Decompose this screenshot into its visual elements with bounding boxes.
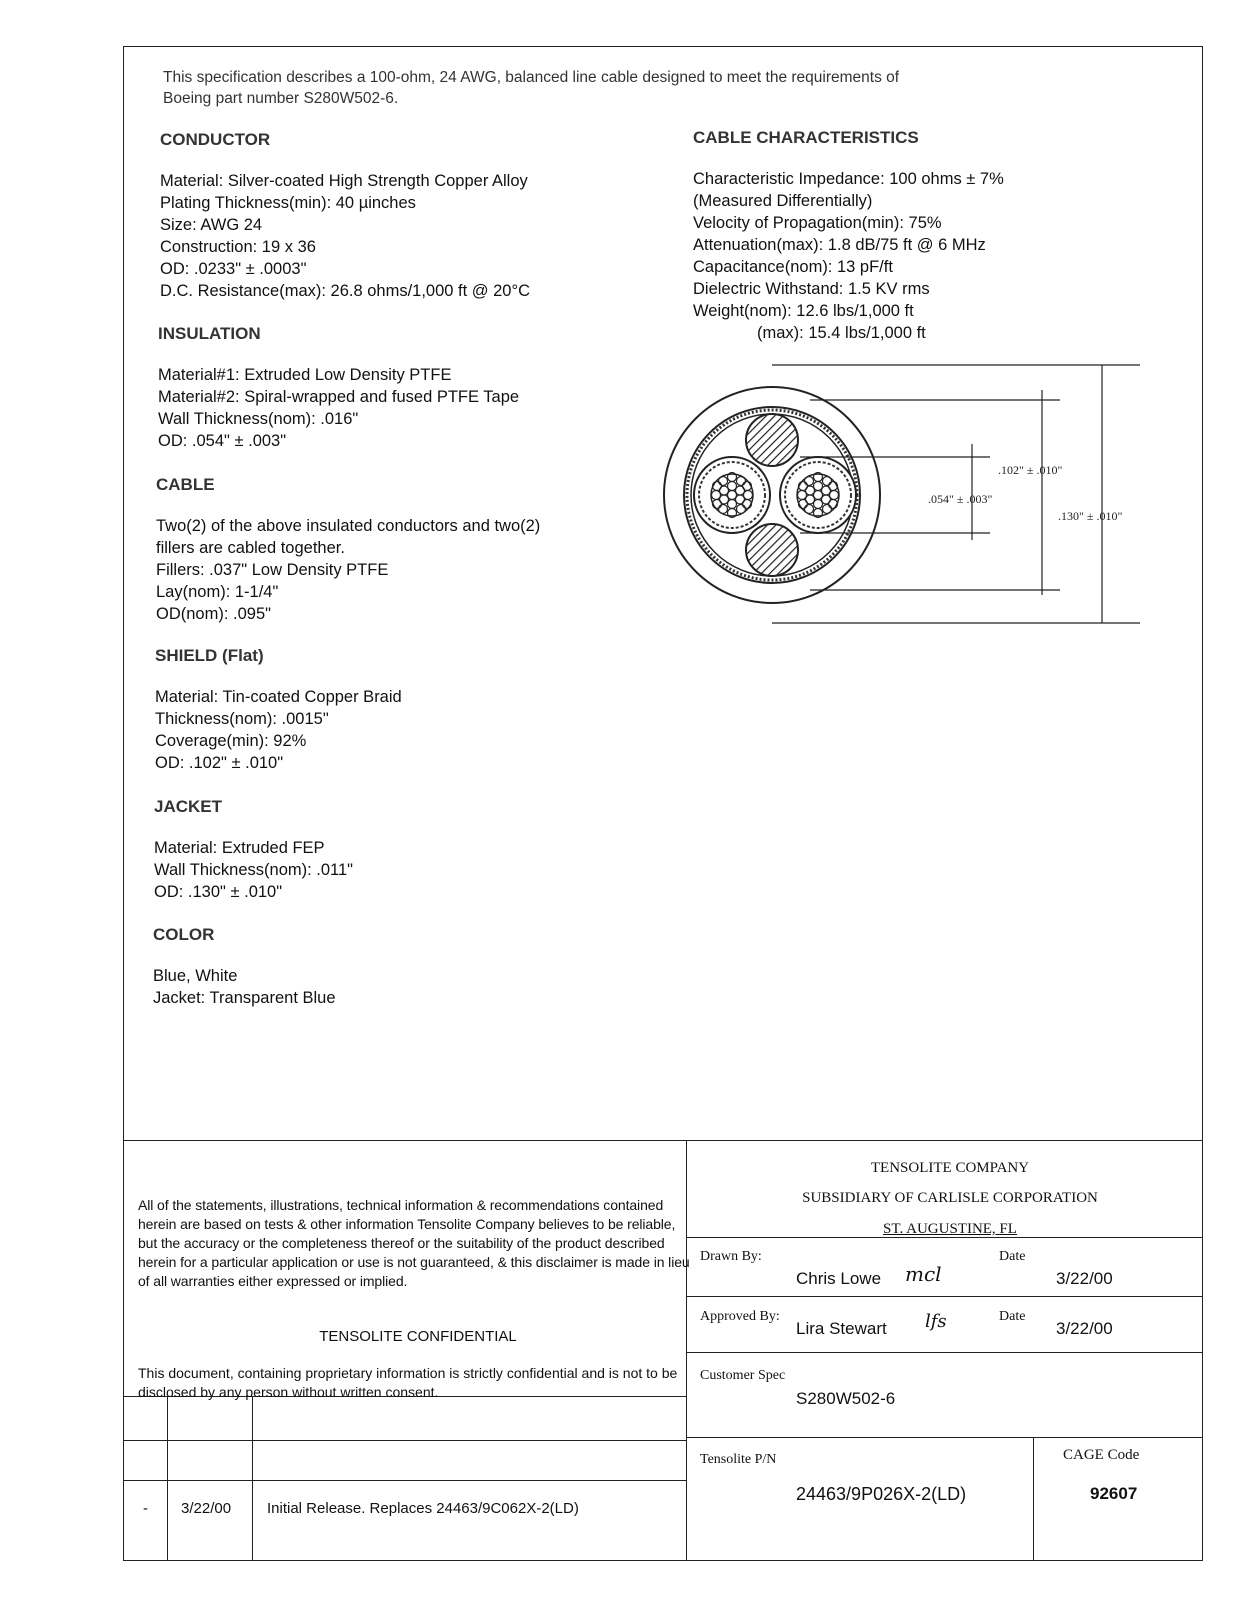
rule	[686, 1296, 1203, 1297]
spec-line: (Measured Differentially)	[693, 192, 873, 210]
spec-line: Material: Silver-coated High Strength Copper Alloy	[160, 172, 528, 190]
spec-line: Size: AWG 24	[160, 216, 263, 234]
spec-line: OD: .054" ± .003"	[158, 432, 287, 450]
rule	[686, 1437, 1203, 1438]
spec-line: fillers are cabled together.	[156, 539, 345, 557]
section-title: CONDUCTOR	[160, 130, 271, 149]
spec-line: Plating Thickness(min): 40 µinches	[160, 194, 416, 212]
spec-line: OD: .102" ± .010"	[155, 754, 284, 772]
section-title: INSULATION	[158, 324, 261, 343]
spec-line: Wall Thickness(nom): .016"	[158, 410, 359, 428]
cable-characteristics-section	[693, 128, 1004, 344]
color-section	[153, 925, 336, 1009]
spec-line: Velocity of Propagation(min): 75%	[693, 214, 942, 232]
part-number-label: Tensolite P/N	[700, 1452, 777, 1467]
spec-line: Material#2: Spiral-wrapped and fused PTFE Tape	[158, 388, 520, 406]
approved-date-label: Date	[999, 1309, 1026, 1324]
filler-top	[746, 414, 798, 466]
spec-line: Blue, White	[153, 967, 238, 985]
spec-line: Material: Extruded FEP	[154, 839, 325, 857]
company-location: ST. AUGUSTINE, FL	[883, 1221, 1017, 1237]
spec-line: Construction: 19 x 36	[160, 238, 316, 256]
revision-date: 3/22/00	[181, 1500, 232, 1517]
insulated-conductor-right	[780, 457, 856, 533]
filler-bottom	[746, 524, 798, 576]
dimension-shield-od: .102" ± .010"	[998, 463, 1063, 477]
company-name: TENSOLITE COMPANY	[870, 1160, 1030, 1176]
section-title: SHIELD (Flat)	[155, 646, 264, 665]
spec-line: (max): 15.4 lbs/1,000 ft	[757, 324, 926, 342]
rule	[252, 1396, 253, 1561]
section-title: JACKET	[154, 797, 223, 816]
customer-spec-value: S280W502-6	[796, 1389, 896, 1408]
disclaimer-text: All of the statements, illustrations, technical information & recommendations contained herein are based on tests & other information Tensolite Company believes to be reliable, but the accuracy or the completeness thereof or the suitability of the product described herein for a particular application or use is not guaranteed, & this disclaimer is made in lieu of all warranties either expressed or implied.	[138, 1197, 690, 1289]
drawn-by-signature: mcl	[905, 1262, 942, 1286]
spec-line: OD: .130" ± .010"	[154, 883, 283, 901]
conductor-section	[160, 130, 530, 302]
spec-line: Jacket: Transparent Blue	[153, 989, 336, 1007]
company-parent: SUBSIDIARY OF CARLISLE CORPORATION	[802, 1190, 1098, 1206]
spec-line: Material#1: Extruded Low Density PTFE	[158, 366, 452, 384]
insulated-conductor-left	[694, 457, 770, 533]
rule	[167, 1396, 168, 1561]
spec-line: Wall Thickness(nom): .011"	[154, 861, 354, 879]
spec-line: Attenuation(max): 1.8 dB/75 ft @ 6 MHz	[693, 236, 986, 254]
title-block-top-border	[123, 1140, 1203, 1141]
section-title: CABLE CHARACTERISTICS	[693, 128, 919, 147]
spec-line: Thickness(nom): .0015"	[155, 710, 329, 728]
customer-spec-label: Customer Spec	[700, 1368, 786, 1383]
rule	[1033, 1437, 1034, 1561]
confidential-text: This document, containing proprietary information is strictly confidential and is not to be disclosed by any person without written consent.	[138, 1365, 678, 1400]
cage-code-value: 92607	[1090, 1484, 1138, 1503]
approved-by-name: Lira Stewart	[796, 1319, 887, 1338]
rule	[123, 1440, 686, 1441]
jacket-section	[154, 797, 353, 903]
spec-line: Two(2) of the above insulated conductors and two(2)	[156, 517, 541, 535]
section-title: COLOR	[153, 925, 215, 944]
intro-line: This specification describes a 100-ohm, 24 AWG, balanced line cable designed to meet the requirements of	[163, 69, 900, 86]
intro-paragraph	[163, 67, 1063, 109]
revision-letter: -	[143, 1500, 148, 1517]
confidential-title: TENSOLITE CONFIDENTIAL	[319, 1328, 517, 1345]
revision-description: Initial Release. Replaces 24463/9C062X-2(LD)	[267, 1500, 579, 1517]
spec-line: Capacitance(nom): 13 pF/ft	[693, 258, 893, 276]
dimension-insulation-od: .054" ± .003"	[928, 492, 993, 506]
spec-line: Material: Tin-coated Copper Braid	[155, 688, 402, 706]
drawn-date: 3/22/00	[1056, 1269, 1113, 1288]
spec-line: Fillers: .037" Low Density PTFE	[156, 561, 389, 579]
cable-section	[156, 475, 540, 625]
spec-line: OD: .0233" ± .0003"	[160, 260, 307, 278]
cage-code-label: CAGE Code	[1063, 1447, 1140, 1463]
approved-by-label: Approved By:	[700, 1309, 780, 1324]
spec-line: D.C. Resistance(max): 26.8 ohms/1,000 ft @ 20°C	[160, 282, 530, 300]
dimension-jacket-od: .130" ± .010"	[1058, 509, 1123, 523]
rule	[123, 1480, 686, 1481]
insulation-section	[158, 324, 519, 452]
spec-line: OD(nom): .095"	[156, 605, 271, 623]
spec-line: Weight(nom): 12.6 lbs/1,000 ft	[693, 302, 914, 320]
drawn-date-label: Date	[999, 1249, 1026, 1264]
spec-line: Lay(nom): 1-1/4"	[156, 583, 279, 601]
drawn-by-label: Drawn By:	[700, 1249, 762, 1264]
shield-section	[155, 646, 402, 774]
drawn-by-name: Chris Lowe	[796, 1269, 882, 1288]
spec-line: Characteristic Impedance: 100 ohms ± 7%	[693, 170, 1004, 188]
part-number-value: 24463/9P026X-2(LD)	[796, 1484, 967, 1504]
cable-cross-section-diagram	[660, 360, 1160, 640]
spec-line: Coverage(min): 92%	[155, 732, 307, 750]
spec-line: Dielectric Withstand: 1.5 KV rms	[693, 280, 930, 298]
approved-by-signature: lfs	[925, 1311, 947, 1332]
approved-date: 3/22/00	[1056, 1319, 1113, 1338]
rule	[686, 1352, 1203, 1353]
intro-line: Boeing part number S280W502-6.	[163, 90, 399, 107]
section-title: CABLE	[156, 475, 215, 494]
